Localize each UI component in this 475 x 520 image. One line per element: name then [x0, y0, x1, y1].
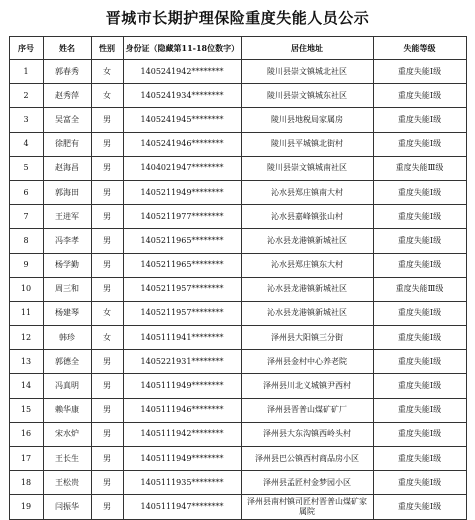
- table-row: [9, 156, 466, 180]
- cell-id-number: 1405211977********: [123, 205, 241, 229]
- cell-gender: 男: [91, 156, 123, 180]
- table-body: [9, 60, 466, 520]
- cell-serial-number: 13: [9, 350, 43, 374]
- cell-gender: 男: [91, 277, 123, 301]
- cell-name: 冯真明: [43, 374, 91, 398]
- cell-gender: 男: [91, 108, 123, 132]
- cell-disability-level: 重度失能Ⅰ级: [373, 253, 466, 277]
- cell-gender: 男: [91, 350, 123, 374]
- cell-serial-number: 16: [9, 422, 43, 446]
- cell-serial-number: 19: [9, 495, 43, 519]
- cell-gender: 女: [91, 326, 123, 350]
- cell-address: 泽州县巴公镇西村商品房小区: [241, 447, 373, 471]
- table-row: [9, 108, 466, 132]
- cell-address: 陵川县崇文镇城南社区: [241, 156, 373, 180]
- cell-gender: 女: [91, 60, 123, 84]
- table-row: [9, 495, 466, 519]
- cell-serial-number: 3: [9, 108, 43, 132]
- cell-id-number: 1405111947********: [123, 495, 241, 519]
- cell-name: 闫振华: [43, 495, 91, 519]
- table-row: [9, 326, 466, 350]
- cell-name: 赵海昌: [43, 156, 91, 180]
- cell-id-number: 1405111949********: [123, 447, 241, 471]
- cell-id-number: 1405111941********: [123, 326, 241, 350]
- cell-name: 郭春秀: [43, 60, 91, 84]
- cell-name: 王长生: [43, 447, 91, 471]
- cell-address: 陵川县崇文镇城东社区: [241, 84, 373, 108]
- cell-disability-level: 重度失能Ⅲ级: [373, 277, 466, 301]
- cell-serial-number: 4: [9, 132, 43, 156]
- cell-name: 宋水炉: [43, 422, 91, 446]
- cell-address: 沁水县嘉峰镇张山村: [241, 205, 373, 229]
- cell-serial-number: 12: [9, 326, 43, 350]
- cell-id-number: 1405111949********: [123, 374, 241, 398]
- cell-disability-level: 重度失能Ⅰ级: [373, 301, 466, 325]
- cell-address: 泽州县大东沟镇西岭头村: [241, 422, 373, 446]
- cell-id-number: 1404021947********: [123, 156, 241, 180]
- cell-disability-level: 重度失能Ⅰ级: [373, 398, 466, 422]
- cell-id-number: 1405241945********: [123, 108, 241, 132]
- table-row: [9, 422, 466, 446]
- table-row: [9, 205, 466, 229]
- table-row: [9, 180, 466, 204]
- cell-id-number: 1405111935********: [123, 471, 241, 495]
- header-gender: 性别: [91, 37, 123, 60]
- cell-serial-number: 14: [9, 374, 43, 398]
- header-disability-level: 失能等级: [373, 37, 466, 60]
- cell-name: 徐肥有: [43, 132, 91, 156]
- cell-name: 郭海田: [43, 180, 91, 204]
- cell-gender: 男: [91, 253, 123, 277]
- cell-serial-number: 5: [9, 156, 43, 180]
- cell-name: 郭德全: [43, 350, 91, 374]
- cell-name: 王进军: [43, 205, 91, 229]
- cell-name: 杨学勤: [43, 253, 91, 277]
- cell-disability-level: 重度失能Ⅰ级: [373, 495, 466, 519]
- table-row: [9, 350, 466, 374]
- cell-serial-number: 1: [9, 60, 43, 84]
- cell-name: 王松贵: [43, 471, 91, 495]
- cell-address: 陵川县平城镇北街村: [241, 132, 373, 156]
- cell-gender: 男: [91, 398, 123, 422]
- cell-gender: 女: [91, 301, 123, 325]
- table-row: [9, 301, 466, 325]
- table-row: [9, 471, 466, 495]
- table-row: [9, 447, 466, 471]
- cell-address: 泽州县晋普山煤矿矿厂: [241, 398, 373, 422]
- table-row: [9, 229, 466, 253]
- cell-disability-level: 重度失能Ⅰ级: [373, 422, 466, 446]
- cell-id-number: 1405211949********: [123, 180, 241, 204]
- cell-address: 陵川县地税局家属房: [241, 108, 373, 132]
- cell-serial-number: 2: [9, 84, 43, 108]
- document-title: 晋城市长期护理保险重度失能人员公示: [105, 9, 370, 27]
- cell-disability-level: 重度失能Ⅰ级: [373, 108, 466, 132]
- cell-gender: 男: [91, 471, 123, 495]
- cell-gender: 男: [91, 374, 123, 398]
- cell-address: 沁水县龙港镇新城社区: [241, 301, 373, 325]
- cell-address: 沁水县郑庄镇东大村: [241, 253, 373, 277]
- cell-id-number: 1405211965********: [123, 253, 241, 277]
- cell-id-number: 1405241942********: [123, 60, 241, 84]
- cell-disability-level: 重度失能Ⅰ级: [373, 132, 466, 156]
- cell-name: 杨建琴: [43, 301, 91, 325]
- cell-address: 泽州县川北义城镇尹西村: [241, 374, 373, 398]
- cell-gender: 男: [91, 422, 123, 446]
- table-row: [9, 84, 466, 108]
- cell-disability-level: 重度失能Ⅰ级: [373, 471, 466, 495]
- cell-address: 泽州县南村镇司匠村晋普山煤矿家属院: [241, 495, 373, 519]
- header-address: 居住地址: [241, 37, 373, 60]
- cell-gender: 男: [91, 447, 123, 471]
- cell-gender: 男: [91, 495, 123, 519]
- cell-address: 沁水县龙港镇新城社区: [241, 229, 373, 253]
- cell-id-number: 1405221931********: [123, 350, 241, 374]
- cell-id-number: 1405241946********: [123, 132, 241, 156]
- cell-id-number: 1405211957********: [123, 301, 241, 325]
- cell-address: 泽州县金村中心养老院: [241, 350, 373, 374]
- table-row: [9, 398, 466, 422]
- cell-disability-level: 重度失能Ⅰ级: [373, 180, 466, 204]
- table-row: [9, 253, 466, 277]
- cell-name: 赵秀萍: [43, 84, 91, 108]
- table-header: [9, 37, 466, 60]
- cell-gender: 男: [91, 229, 123, 253]
- header-row: [9, 37, 466, 60]
- cell-serial-number: 17: [9, 447, 43, 471]
- disability-list-table: [9, 36, 467, 520]
- cell-name: 冯李孝: [43, 229, 91, 253]
- table-row: [9, 132, 466, 156]
- table-row: [9, 277, 466, 301]
- table-row: [9, 374, 466, 398]
- cell-disability-level: 重度失能Ⅰ级: [373, 229, 466, 253]
- cell-disability-level: 重度失能Ⅰ级: [373, 326, 466, 350]
- cell-gender: 男: [91, 205, 123, 229]
- header-id-number: 身份证（隐藏第11-18位数字）: [123, 37, 241, 60]
- cell-id-number: 1405111946********: [123, 398, 241, 422]
- cell-id-number: 1405241934********: [123, 84, 241, 108]
- cell-gender: 男: [91, 132, 123, 156]
- cell-serial-number: 18: [9, 471, 43, 495]
- table-row: [9, 60, 466, 84]
- cell-address: 陵川县崇文镇城北社区: [241, 60, 373, 84]
- cell-disability-level: 重度失能Ⅰ级: [373, 60, 466, 84]
- cell-name: 韩珍: [43, 326, 91, 350]
- cell-disability-level: 重度失能Ⅲ级: [373, 156, 466, 180]
- header-name: 姓名: [43, 37, 91, 60]
- cell-name: 赖华康: [43, 398, 91, 422]
- cell-gender: 男: [91, 180, 123, 204]
- cell-serial-number: 8: [9, 229, 43, 253]
- cell-disability-level: 重度失能Ⅰ级: [373, 350, 466, 374]
- cell-address: 沁水县龙港镇新城社区: [241, 277, 373, 301]
- cell-address: 泽州县孟匠村金梦园小区: [241, 471, 373, 495]
- cell-address: 沁水县郑庄镇南大村: [241, 180, 373, 204]
- cell-address: 泽州县大阳镇三分街: [241, 326, 373, 350]
- cell-id-number: 1405111942********: [123, 422, 241, 446]
- cell-gender: 女: [91, 84, 123, 108]
- cell-disability-level: 重度失能Ⅰ级: [373, 447, 466, 471]
- cell-disability-level: 重度失能Ⅰ级: [373, 205, 466, 229]
- cell-serial-number: 9: [9, 253, 43, 277]
- cell-serial-number: 7: [9, 205, 43, 229]
- cell-id-number: 1405211957********: [123, 277, 241, 301]
- cell-serial-number: 15: [9, 398, 43, 422]
- cell-id-number: 1405211965********: [123, 229, 241, 253]
- cell-disability-level: 重度失能Ⅰ级: [373, 374, 466, 398]
- cell-serial-number: 6: [9, 180, 43, 204]
- cell-name: 周三和: [43, 277, 91, 301]
- cell-disability-level: 重度失能Ⅰ级: [373, 84, 466, 108]
- cell-serial-number: 11: [9, 301, 43, 325]
- cell-serial-number: 10: [9, 277, 43, 301]
- header-serial-number: 序号: [9, 37, 43, 60]
- cell-name: 吴富全: [43, 108, 91, 132]
